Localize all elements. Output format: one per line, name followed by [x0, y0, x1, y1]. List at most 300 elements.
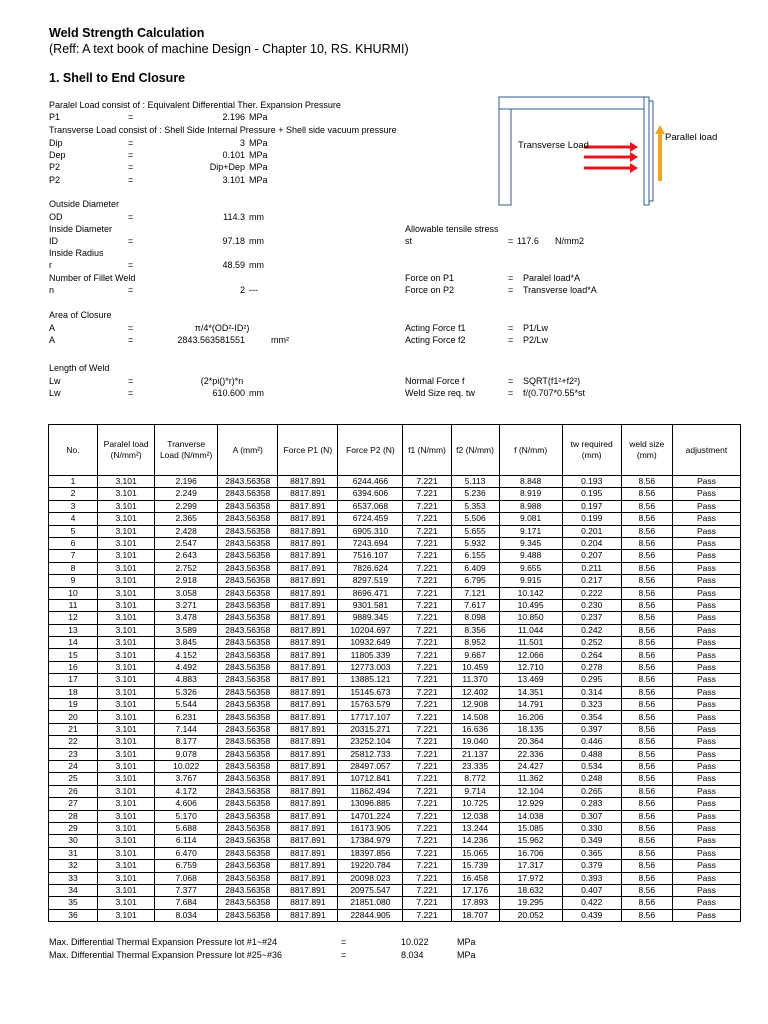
- table-cell: 7.221: [403, 723, 451, 735]
- table-cell: Pass: [672, 612, 740, 624]
- equals-sign: =: [128, 138, 134, 148]
- table-cell: 0.365: [562, 847, 621, 859]
- table-cell: 8817.891: [278, 575, 338, 587]
- table-cell: 2843.56358: [218, 674, 278, 686]
- table-cell: 2: [49, 488, 98, 500]
- formula-label: Force on P1: [405, 273, 455, 283]
- table-cell: 20.052: [499, 909, 562, 921]
- table-cell: 3.101: [98, 711, 155, 723]
- table-cell: 8817.891: [278, 835, 338, 847]
- table-cell: 8817.891: [278, 748, 338, 760]
- table-cell: 5.353: [451, 500, 499, 512]
- param-unit: mm²: [271, 335, 289, 345]
- table-cell: 12773.003: [338, 661, 403, 673]
- table-cell: 7.221: [403, 488, 451, 500]
- table-cell: 8817.891: [278, 822, 338, 834]
- param-unit: mm: [249, 260, 264, 270]
- table-cell: 0.217: [562, 575, 621, 587]
- equals-sign: =: [341, 937, 347, 947]
- table-cell: 2843.56358: [218, 599, 278, 611]
- table-cell: Pass: [672, 513, 740, 525]
- table-row: [49, 488, 741, 500]
- table-cell: 0.323: [562, 699, 621, 711]
- table-cell: 12.710: [499, 661, 562, 673]
- table-cell: 3.101: [98, 810, 155, 822]
- table-cell: 3.101: [98, 835, 155, 847]
- column-header: tw required (mm): [562, 425, 621, 476]
- table-cell: 15.739: [451, 860, 499, 872]
- table-cell: 14.508: [451, 711, 499, 723]
- table-cell: 7.221: [403, 860, 451, 872]
- table-cell: 7.068: [155, 872, 218, 884]
- column-header: weld size (mm): [621, 425, 672, 476]
- table-cell: 7.221: [403, 810, 451, 822]
- table-row: [49, 649, 741, 661]
- table-cell: 0.264: [562, 649, 621, 661]
- table-cell: 8817.891: [278, 810, 338, 822]
- table-cell: 8.848: [499, 476, 562, 488]
- document-title: Weld Strength Calculation: [49, 26, 205, 40]
- table-cell: 7.221: [403, 711, 451, 723]
- table-cell: 3.101: [98, 575, 155, 587]
- table-cell: 2843.56358: [218, 760, 278, 772]
- table-cell: Pass: [672, 525, 740, 537]
- table-row: [49, 798, 741, 810]
- table-cell: 0.278: [562, 661, 621, 673]
- table-cell: 8.56: [621, 637, 672, 649]
- table-cell: 12.402: [451, 686, 499, 698]
- formula-label: Force on P2: [405, 285, 455, 295]
- table-body: [49, 476, 741, 922]
- table-cell: 8.56: [621, 785, 672, 797]
- table-cell: 8.56: [621, 674, 672, 686]
- table-cell: 8.56: [621, 624, 672, 636]
- param-label: Lw: [49, 388, 61, 398]
- formula-label: Weld Size req. tw: [405, 388, 475, 398]
- table-row: [49, 760, 741, 772]
- table-cell: 8.56: [621, 537, 672, 549]
- table-cell: 8817.891: [278, 599, 338, 611]
- table-cell: 8.56: [621, 476, 672, 488]
- table-cell: 19220.784: [338, 860, 403, 872]
- table-cell: 2.428: [155, 525, 218, 537]
- table-row: [49, 624, 741, 636]
- table-cell: 14.236: [451, 835, 499, 847]
- table-cell: 9.081: [499, 513, 562, 525]
- table-row: [49, 550, 741, 562]
- table-cell: 10204.697: [338, 624, 403, 636]
- table-cell: 3.101: [98, 513, 155, 525]
- equals-sign: =: [128, 335, 134, 345]
- table-cell: 8817.891: [278, 897, 338, 909]
- table-row: [49, 674, 741, 686]
- table-cell: 2843.56358: [218, 537, 278, 549]
- param-unit: MPa: [249, 112, 268, 122]
- table-cell: 10: [49, 587, 98, 599]
- table-cell: 8.177: [155, 736, 218, 748]
- table-cell: 7.221: [403, 835, 451, 847]
- table-cell: 3.101: [98, 884, 155, 896]
- table-cell: 7.221: [403, 476, 451, 488]
- equals-sign: =: [341, 950, 347, 960]
- table-cell: 14.038: [499, 810, 562, 822]
- table-cell: 2.547: [155, 537, 218, 549]
- table-cell: 9.171: [499, 525, 562, 537]
- table-cell: 2843.56358: [218, 748, 278, 760]
- table-cell: 2843.56358: [218, 476, 278, 488]
- table-cell: 14.351: [499, 686, 562, 698]
- parallel-load-label: Parallel load: [665, 132, 718, 143]
- formula-label: Normal Force f: [405, 376, 465, 386]
- max-pressure-row: [49, 937, 476, 947]
- param-label: Dep: [49, 150, 66, 160]
- table-cell: 8.56: [621, 488, 672, 500]
- table-cell: 7.221: [403, 550, 451, 562]
- table-cell: 10932.649: [338, 637, 403, 649]
- table-cell: 8.56: [621, 748, 672, 760]
- table-cell: 0.204: [562, 537, 621, 549]
- table-cell: 7.221: [403, 872, 451, 884]
- table-cell: 4.606: [155, 798, 218, 810]
- table-cell: 8.772: [451, 773, 499, 785]
- table-cell: Pass: [672, 661, 740, 673]
- table-cell: 0.397: [562, 723, 621, 735]
- table-cell: 0.211: [562, 562, 621, 574]
- table-cell: 3.101: [98, 847, 155, 859]
- table-cell: 3.101: [98, 748, 155, 760]
- param-value: 2.196: [222, 112, 245, 122]
- table-cell: 3.101: [98, 723, 155, 735]
- table-cell: 6.759: [155, 860, 218, 872]
- table-cell: 17.893: [451, 897, 499, 909]
- table-cell: 2843.56358: [218, 711, 278, 723]
- table-cell: 8.952: [451, 637, 499, 649]
- table-cell: 15.085: [499, 822, 562, 834]
- table-cell: 10.459: [451, 661, 499, 673]
- table-cell: 0.295: [562, 674, 621, 686]
- table-cell: 7.144: [155, 723, 218, 735]
- table-cell: 2843.56358: [218, 860, 278, 872]
- table-cell: 8817.891: [278, 513, 338, 525]
- param-value: (2*pi()*r)*n: [200, 376, 244, 386]
- equals-sign: =: [128, 112, 134, 122]
- table-row: [49, 599, 741, 611]
- table-cell: 8817.891: [278, 500, 338, 512]
- equals-sign: =: [128, 150, 134, 160]
- table-cell: 7.221: [403, 699, 451, 711]
- table-cell: 36: [49, 909, 98, 921]
- table-cell: 8817.891: [278, 723, 338, 735]
- table-cell: 8.919: [499, 488, 562, 500]
- table-cell: 2843.56358: [218, 637, 278, 649]
- table-cell: 8.034: [155, 909, 218, 921]
- table-cell: 8817.891: [278, 537, 338, 549]
- table-cell: 20.364: [499, 736, 562, 748]
- table-cell: 7.684: [155, 897, 218, 909]
- table-cell: 10.022: [155, 760, 218, 772]
- param-value: 3: [239, 138, 245, 148]
- table-cell: 7.221: [403, 909, 451, 921]
- param-value: 48.59: [222, 260, 245, 270]
- shell-top-plate: [499, 97, 644, 109]
- table-cell: 2843.56358: [218, 835, 278, 847]
- table-cell: 3.101: [98, 686, 155, 698]
- param-unit: ---: [249, 285, 258, 295]
- table-cell: Pass: [672, 711, 740, 723]
- table-cell: 0.446: [562, 736, 621, 748]
- table-cell: 12: [49, 612, 98, 624]
- param-unit: MPa: [249, 162, 268, 172]
- equals-sign: =: [508, 388, 514, 398]
- table-cell: 10.850: [499, 612, 562, 624]
- summary-label: Max. Differential Thermal Expansion Pressure lot #25~#36: [49, 950, 283, 960]
- table-cell: 9.915: [499, 575, 562, 587]
- end-closure-flange: [649, 101, 653, 201]
- table-cell: Pass: [672, 562, 740, 574]
- table-cell: Pass: [672, 699, 740, 711]
- table-cell: 3.101: [98, 661, 155, 673]
- table-cell: 8.56: [621, 897, 672, 909]
- table-cell: 3.101: [98, 562, 155, 574]
- table-cell: 12.908: [451, 699, 499, 711]
- table-cell: 8817.891: [278, 798, 338, 810]
- table-cell: 11.362: [499, 773, 562, 785]
- table-cell: 11.370: [451, 674, 499, 686]
- table-row: [49, 835, 741, 847]
- table-cell: 3.589: [155, 624, 218, 636]
- table-row: [49, 773, 741, 785]
- table-cell: 6905.310: [338, 525, 403, 537]
- table-cell: 8.56: [621, 847, 672, 859]
- column-header: Paralel load (N/mm²): [98, 425, 155, 476]
- table-cell: Pass: [672, 884, 740, 896]
- table-cell: Pass: [672, 488, 740, 500]
- section-heading: 1. Shell to End Closure: [49, 71, 186, 85]
- table-cell: 2843.56358: [218, 897, 278, 909]
- param-unit: mm: [249, 212, 264, 222]
- table-cell: 28497.057: [338, 760, 403, 772]
- column-header: f1 (N/mm): [403, 425, 451, 476]
- table-cell: 8.56: [621, 736, 672, 748]
- table-cell: 0.248: [562, 773, 621, 785]
- table-cell: 0.197: [562, 500, 621, 512]
- table-cell: 3.058: [155, 587, 218, 599]
- table-cell: 2.249: [155, 488, 218, 500]
- param-unit: mm: [249, 236, 264, 246]
- table-cell: 9.345: [499, 537, 562, 549]
- table-cell: 0.237: [562, 612, 621, 624]
- table-row: [49, 810, 741, 822]
- formula-label: Acting Force f1: [405, 323, 466, 333]
- table-cell: 0.222: [562, 587, 621, 599]
- table-cell: 9: [49, 575, 98, 587]
- table-cell: 7.221: [403, 513, 451, 525]
- table-cell: 2.643: [155, 550, 218, 562]
- load-diagram: [498, 96, 720, 206]
- table-cell: 2.918: [155, 575, 218, 587]
- table-cell: 8817.891: [278, 562, 338, 574]
- column-header: Force P2 (N): [338, 425, 403, 476]
- table-cell: 7.221: [403, 661, 451, 673]
- table-cell: 2843.56358: [218, 550, 278, 562]
- table-cell: 6.409: [451, 562, 499, 574]
- table-cell: 3.101: [98, 909, 155, 921]
- table-cell: 8.56: [621, 525, 672, 537]
- param-heading: Inside Diameter: [49, 224, 113, 234]
- table-cell: 4.152: [155, 649, 218, 661]
- table-cell: Pass: [672, 760, 740, 772]
- table-cell: 0.379: [562, 860, 621, 872]
- table-cell: 2843.56358: [218, 699, 278, 711]
- formula-value: P2/Lw: [523, 335, 549, 345]
- table-cell: 3.101: [98, 699, 155, 711]
- param-unit: MPa: [249, 150, 268, 160]
- table-cell: 22844.905: [338, 909, 403, 921]
- param-value: 114.3: [223, 212, 245, 222]
- table-cell: 6.470: [155, 847, 218, 859]
- table-cell: 8.56: [621, 513, 672, 525]
- table-cell: 8.56: [621, 500, 672, 512]
- summary-value: 8.034: [401, 950, 424, 960]
- table-cell: 8696.471: [338, 587, 403, 599]
- table-cell: 9.655: [499, 562, 562, 574]
- table-cell: Pass: [672, 736, 740, 748]
- table-cell: 3.101: [98, 872, 155, 884]
- table-cell: 0.488: [562, 748, 621, 760]
- table-cell: Pass: [672, 476, 740, 488]
- table-cell: 0.407: [562, 884, 621, 896]
- param-value: 0.101: [222, 150, 245, 160]
- table-cell: 8.56: [621, 649, 672, 661]
- table-cell: Pass: [672, 624, 740, 636]
- table-cell: 8.56: [621, 773, 672, 785]
- equals-sign: =: [508, 376, 514, 386]
- equals-sign: =: [128, 212, 134, 222]
- table-cell: Pass: [672, 649, 740, 661]
- table-cell: 0.242: [562, 624, 621, 636]
- table-cell: 6: [49, 537, 98, 549]
- table-row: [49, 587, 741, 599]
- table-cell: 7.221: [403, 748, 451, 760]
- table-cell: 2843.56358: [218, 723, 278, 735]
- table-cell: 17.317: [499, 860, 562, 872]
- table-cell: 21.137: [451, 748, 499, 760]
- table-cell: 2843.56358: [218, 488, 278, 500]
- table-cell: 2843.56358: [218, 773, 278, 785]
- table-row: [49, 711, 741, 723]
- table-cell: Pass: [672, 550, 740, 562]
- param-value: 97.18: [222, 236, 245, 246]
- table-cell: 8817.891: [278, 525, 338, 537]
- table-cell: 8.56: [621, 835, 672, 847]
- table-cell: 4.172: [155, 785, 218, 797]
- param-heading: Length of Weld: [49, 363, 110, 373]
- table-cell: 8.56: [621, 711, 672, 723]
- table-cell: 8817.891: [278, 785, 338, 797]
- table-cell: 7.221: [403, 897, 451, 909]
- table-cell: 3.478: [155, 612, 218, 624]
- table-cell: 3: [49, 500, 98, 512]
- table-cell: 0.354: [562, 711, 621, 723]
- table-cell: 7.221: [403, 649, 451, 661]
- table-cell: 13885.121: [338, 674, 403, 686]
- table-cell: 7.221: [403, 599, 451, 611]
- table-cell: 7.221: [403, 822, 451, 834]
- table-cell: 23252.104: [338, 736, 403, 748]
- table-cell: 8.098: [451, 612, 499, 624]
- equals-sign: =: [128, 323, 134, 333]
- table-cell: 3.101: [98, 488, 155, 500]
- param-label: r: [49, 260, 52, 270]
- table-cell: 8817.891: [278, 711, 338, 723]
- table-cell: 6.114: [155, 835, 218, 847]
- table-cell: 20975.547: [338, 884, 403, 896]
- table-cell: 29: [49, 822, 98, 834]
- formula-heading: Allowable tensile stress: [405, 224, 499, 234]
- table-cell: 6.231: [155, 711, 218, 723]
- table-cell: 18.632: [499, 884, 562, 896]
- table-cell: 2843.56358: [218, 884, 278, 896]
- table-cell: 3.101: [98, 550, 155, 562]
- table-cell: 8817.891: [278, 587, 338, 599]
- table-cell: Pass: [672, 773, 740, 785]
- table-cell: 2843.56358: [218, 810, 278, 822]
- table-cell: 2843.56358: [218, 909, 278, 921]
- table-cell: Pass: [672, 897, 740, 909]
- table-cell: 7.221: [403, 587, 451, 599]
- table-cell: 27: [49, 798, 98, 810]
- table-cell: Pass: [672, 860, 740, 872]
- table-cell: 17.972: [499, 872, 562, 884]
- table-cell: 7.221: [403, 624, 451, 636]
- table-cell: 16.636: [451, 723, 499, 735]
- table-row: [49, 476, 741, 488]
- table-cell: Pass: [672, 686, 740, 698]
- table-cell: 7.221: [403, 773, 451, 785]
- table-cell: 0.252: [562, 637, 621, 649]
- param-label: A: [49, 323, 56, 333]
- table-cell: Pass: [672, 847, 740, 859]
- table-row: [49, 822, 741, 834]
- table-row: [49, 562, 741, 574]
- table-cell: 0.314: [562, 686, 621, 698]
- param-label: P2: [49, 162, 61, 172]
- table-cell: 13.469: [499, 674, 562, 686]
- column-header: adjustment: [672, 425, 740, 476]
- equals-sign: =: [128, 376, 134, 386]
- param-unit: mm: [249, 388, 264, 398]
- table-cell: 3.101: [98, 537, 155, 549]
- table-cell: 17384.979: [338, 835, 403, 847]
- table-cell: 3.767: [155, 773, 218, 785]
- param-value: 2: [239, 285, 245, 295]
- table-cell: 8297.519: [338, 575, 403, 587]
- param-value: 3.101: [222, 175, 245, 185]
- param-heading: Number of Fillet Weld: [49, 273, 136, 283]
- table-row: [49, 513, 741, 525]
- table-cell: 9889.345: [338, 612, 403, 624]
- equals-sign: =: [508, 335, 514, 345]
- table-cell: 7.221: [403, 500, 451, 512]
- table-cell: 5.170: [155, 810, 218, 822]
- table-cell: 22: [49, 736, 98, 748]
- column-header: Tranverse Load (N/mm²): [155, 425, 218, 476]
- table-cell: 5: [49, 525, 98, 537]
- table-cell: 0.199: [562, 513, 621, 525]
- table-row: [49, 748, 741, 760]
- table-cell: 0.265: [562, 785, 621, 797]
- table-cell: 16.206: [499, 711, 562, 723]
